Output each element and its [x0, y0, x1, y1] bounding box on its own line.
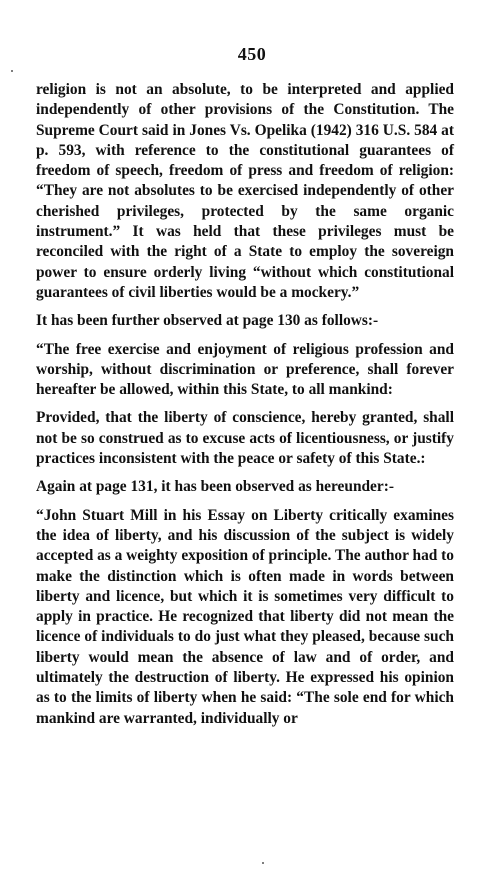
paragraph-page-131-intro: Again at page 131, it has been observed as hereunder:-	[36, 478, 394, 496]
page-body	[36, 80, 454, 737]
paragraph-mill-quote: “John Stuart Mill in his Essay on Liberty critically examines the idea of liberty, and his discussion of the subject is widely accepted as a weighty exposition of principle. The author had to make the distinction which is often made in words between liberty and licence, but which it is sometimes very difficult to apply in practice. He recognized that liberty did not mean the licence of individuals to do just what they pleased, because such liberty would mean the absence of law and of order, and ultimately the destruction of liberty. He expressed his opinion as to the limits of liberty when he said: “The sole end for which mankind are warranted, individually or	[36, 506, 454, 727]
scan-speck	[262, 862, 264, 864]
paragraph-free-exercise-quote: “The free exercise and enjoyment of religious profession and worship, without discrimination or preference, shall forever hereafter be allowed, within this State, to all mankind:	[36, 340, 454, 399]
paragraph-proviso-quote: Provided, that the liberty of conscience, hereby granted, shall not be so construed as to excuse acts of licentiousness, or justify practices inconsistent with the peace or safety of this State.:	[36, 409, 454, 468]
paragraph-religion-not-absolute: religion is not an absolute, to be interpreted and applied independently of other provisions of the Constitution. The Supreme Court said in Jones Vs. Opelika (1942) 316 U.S. 584 at p. 593, with reference to the constitutional guarantees of freedom of speech, freedom of press and freedom of religion: “They are not absolutes to be exercised independently of other cherished privileges, protected by the same organic instrument.” It was held that these privileges must be reconciled with the right of a State to employ the sovereign power to ensure orderly living “without which constitutional guarantees of civil liberties would be a mockery.”	[36, 81, 454, 301]
scan-speck	[11, 70, 13, 72]
paragraph-page-130-intro: It has been further observed at page 130 as follows:-	[36, 312, 379, 330]
page-number: 450	[237, 44, 267, 64]
